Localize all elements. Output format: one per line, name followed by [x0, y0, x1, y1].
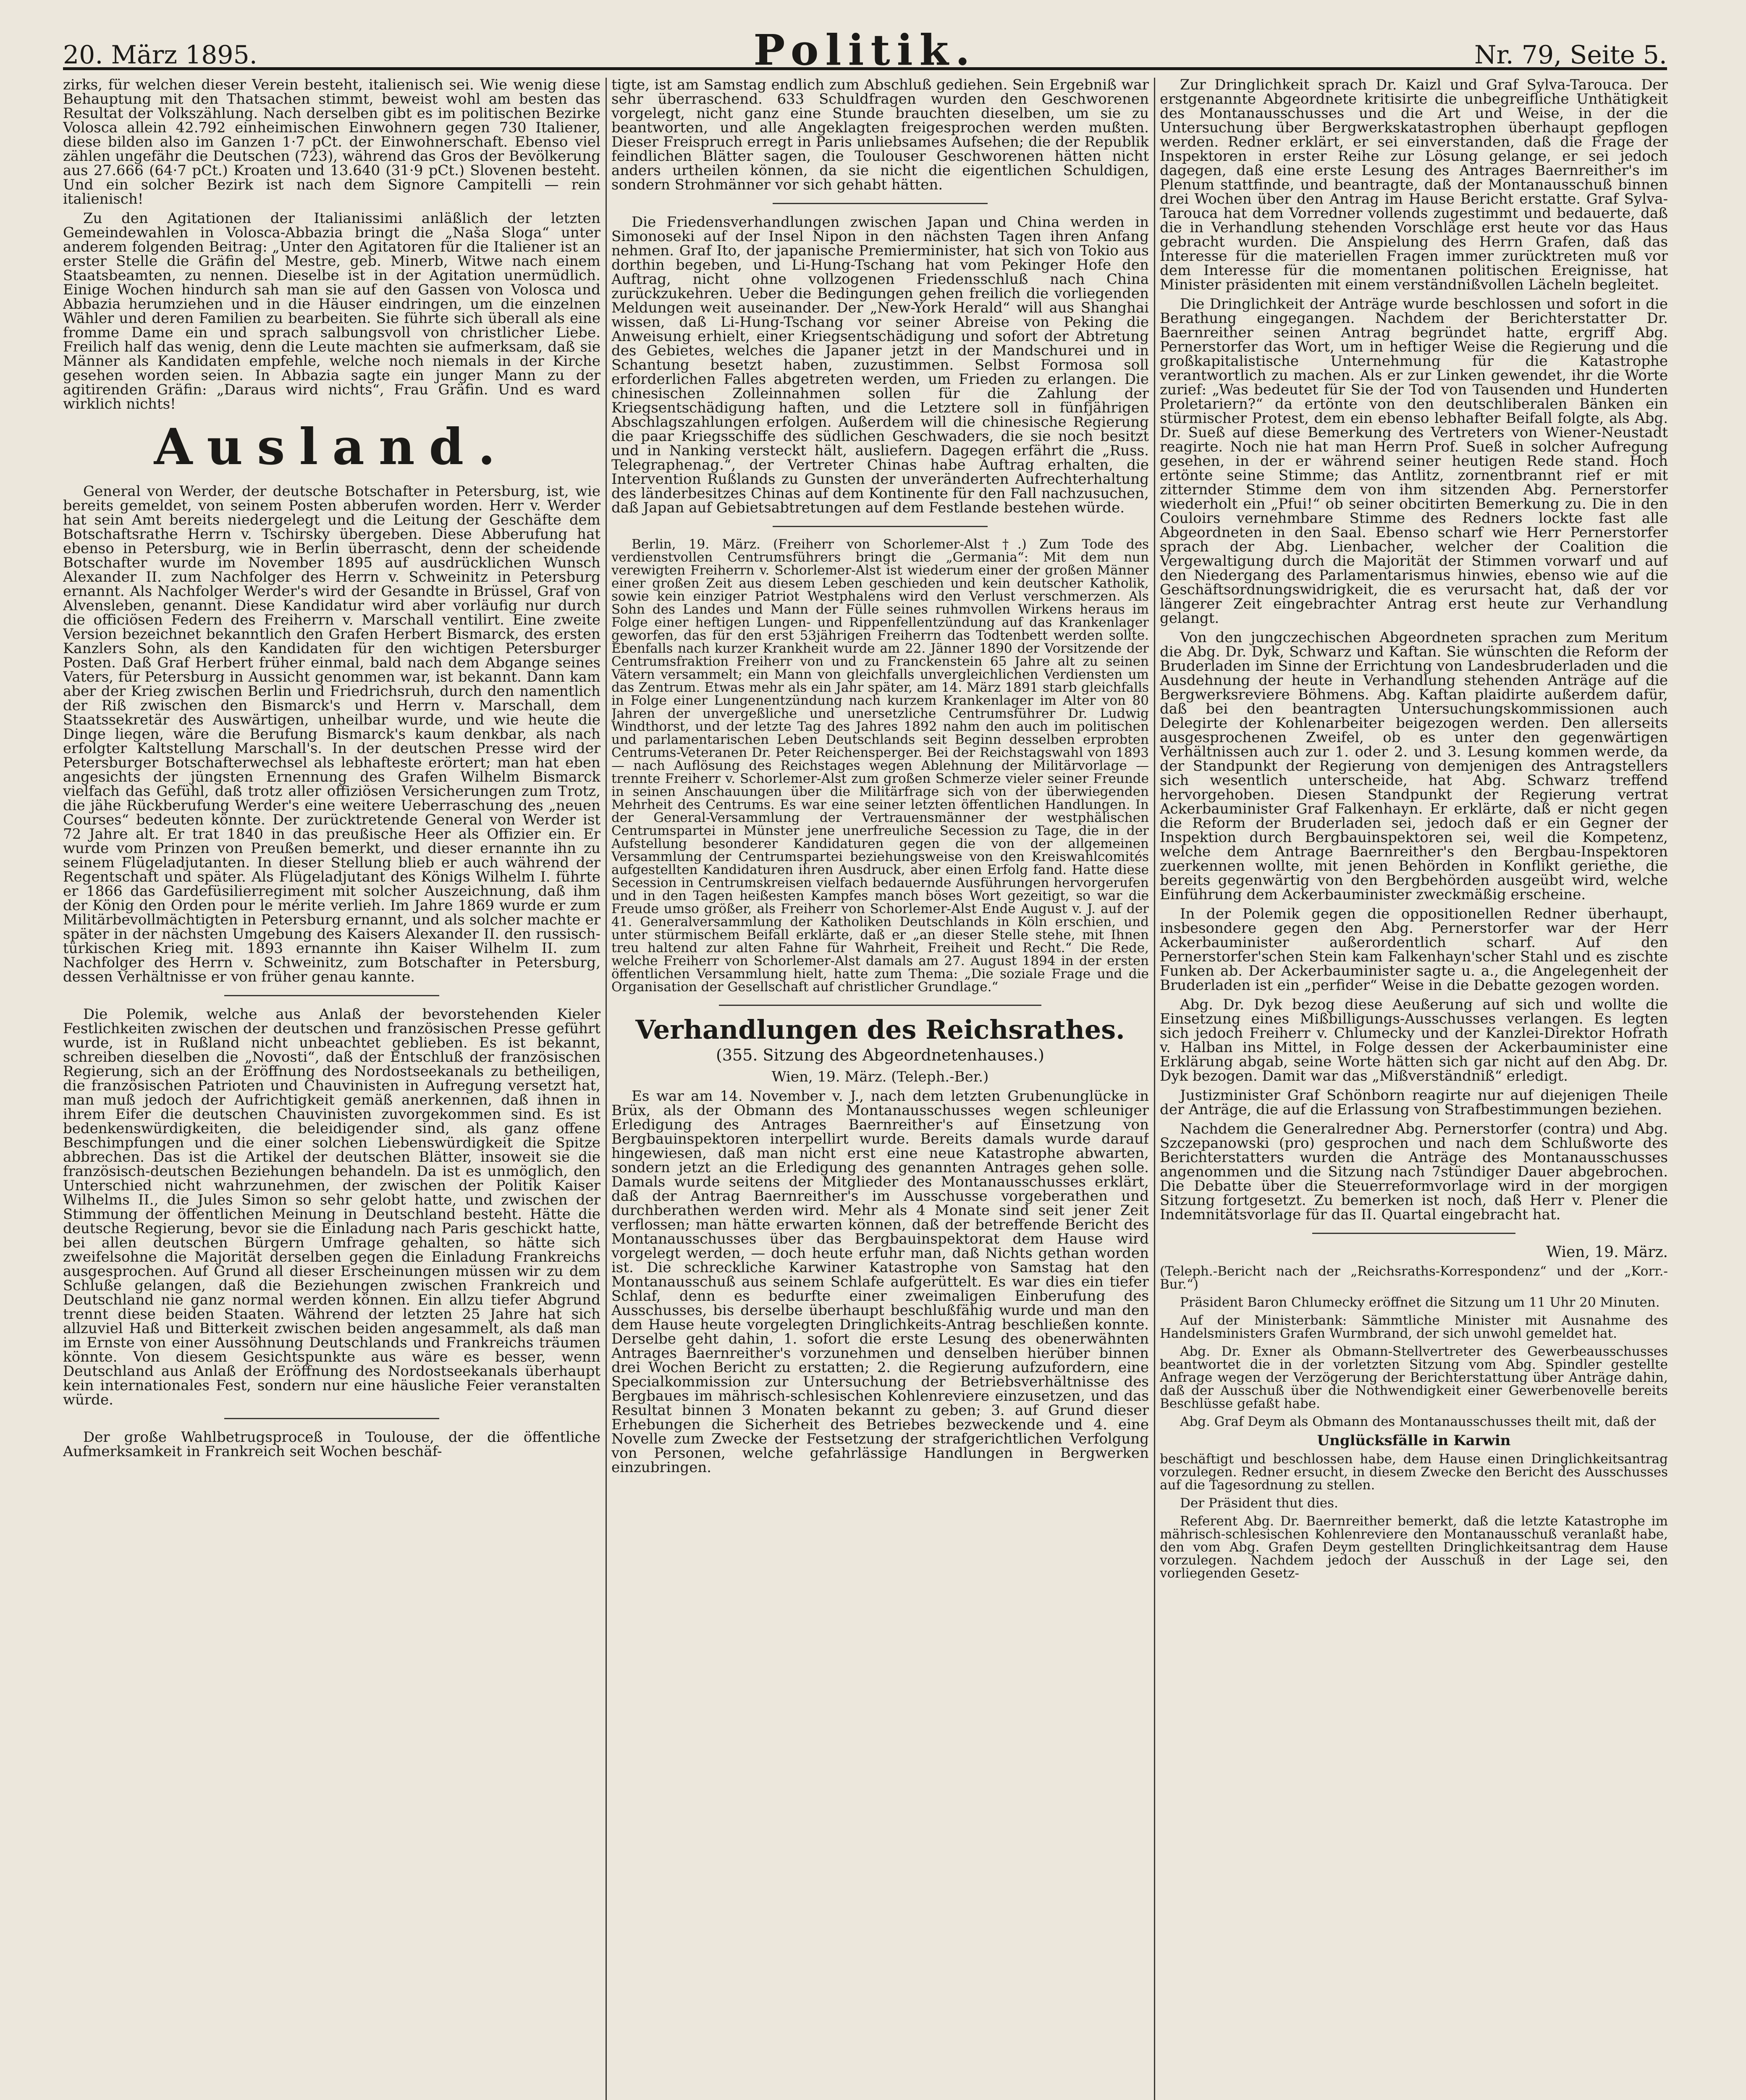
report-source-note: (Teleph.-Bericht nach der „Reichsraths-Korrespondenz“ und der „Korr.-Bur.“) — [1160, 1264, 1668, 1292]
article-paragraph: Justizminister Graf Schönborn reagirte nur auf diejenigen Theile der Anträge, die auf die Erlassung von Strafbestimmungen beziehen. — [1160, 1087, 1668, 1118]
article-paragraph: Nachdem die Generalredner Abg. Pernerstorfer (contra) und Abg. Szczepanowski (pro) gesprochen und nach dem Schlußworte des Berichterstatters wurden die Anträge des Montanausschusses angenommen und die Sitzung nach 7stündiger Dauer abgebrochen. Die Debatte über die Steuerreformvorlage wird in der morgigen Sitzung fortgesetzt. Zu bemerken ist noch, daß Herr v. Plener die Indemnitätsvorlage für das II. Quartal eingebracht hat. — [1160, 1121, 1668, 1223]
article-paragraph: Die Friedensverhandlungen zwischen Japan und China werden in Simonoseki auf der Insel Nipon in den nächsten Tagen ihren Anfang nehmen. Graf Ito, der japanische Premierminister, hat sich von Tokio aus dorthin begeben, und Li-Hung-Tschang hat vom Pekinger Hofe den Auftrag, nicht ohne vollzogenen Friedensschluß nach China zurückzukehren. Ueber die Bedingungen gehen freilich die vorliegenden Meldungen weit auseinander. Der „New-York Herald“ will aus Shanghai wissen, daß Li-Hung-Tschang vor seiner Abreise von Peking die Anweisung erhielt, einer Kriegsentschädigung und sofort der Abtretung des Gebietes, welches die Japaner jetzt in der Mandschurei und in Schantung besetzt haben, zuzustimmen. Selbst Formosa soll erforderlichen Falles abgetreten werden, um Frieden zu erlangen. Die chinesischen Zolleinnahmen sollen für die Zahlung der Kriegsentschädigung haften, und die Letztere soll in fünfjährigen Abschlagszahlungen erfolgen. Außerdem will die chinesische Regierung die paar Kriegsschiffe des südlichen Geschwaders, die sie noch besitzt und in Nanking versteckt hält, ausliefern. Dagegen erfährt die „Russ. Telegraphenag.“, der Vertreter Chinas habe Auftrag erhalten, die Intervention Rußlands zu Gunsten der unveränderten Aufrechterhaltung des länderbesitzes Chinas auf dem Kontinente für den Fall nachzusuchen, daß Japan auf Gebietsabtretungen auf dem Festlande bestehen würde. — [611, 214, 1149, 516]
column-divider — [1154, 78, 1155, 2100]
separator-rule — [719, 1005, 1041, 1006]
section-heading-reichsrath: Verhandlungen des Reichsrathes. — [635, 1014, 1125, 1045]
article-paragraph: Die Polemik, welche aus Anlaß der bevorstehenden Kieler Festlichkeiten zwischen der deutschen und französischen Presse geführt wurde, ist in Rußland nicht unbeachtet geblieben. Es ist bekannt, schreiben dieselben die „Novosti“, daß der Entschluß der französischen Regierung, sich an der Eröffnung des Nordostseekanals zu betheiligen, die französischen Patrioten und Chauvinisten in Aufregung versetzt hat, man muß jedoch der Aufrichtigkeit gemäß anerkennen, daß ihnen in ihrem Eifer die deutschen Chauvinisten zuvorgekommen sind. Es ist bedenkenswürdigkeiten, die beleidigender sind, als ganz offene Beschimpfungen und die einer solchen Liebenswürdigkeit die Spitze abbrechen. Das ist die Artikel der deutschen Blätter, insoweit sie die französisch-deutschen Beziehungen behandeln. Da ist es unmöglich, den Unterschied nicht wahrzunehmen, der zwischen der Politik Kaiser Wilhelms II., die Jules Simon so sehr gelobt hatte, und zwischen der Stimmung der öffentlichen Meinung in Deutschland besteht. Hätte die deutsche Regierung, bevor sie die Einladung nach Paris geschickt hatte, bei allen deutschen Bürgern Umfrage gehalten, so hätte sich zweifelsohne die Majorität derselben gegen die Einladung Frankreichs ausgesprochen. Auf Grund all dieser Erscheinungen müssen wir zu dem Schluße gelangen, daß die Beziehungen zwischen Frankreich und Deutschland nie ganz normal werden können. Ein allzu tiefer Abgrund trennt diese beiden Staaten. Während der letzten 25 Jahre hat sich allzuviel Haß und Bitterkeit zwischen beiden angesammelt, als daß man im Ernste von einer Aussöhnung Deutschlands und Frankreichs träumen könnte. Von diesem Gesichtspunkte aus wäre es besser, wenn Deutschland aus Anlaß der Eröffnung des Nordostseekanals überhaupt kein internationales Fest, sondern nur eine häusliche Feier veranstalten würde. — [63, 1006, 600, 1408]
separator-rule — [224, 1418, 439, 1419]
page-header — [63, 17, 1667, 75]
separator-rule — [1312, 1233, 1515, 1234]
subheading-karwin: Unglücksfälle in Karwin — [1317, 1432, 1511, 1449]
article-paragraph: Der große Wahlbetrugsproceß in Toulouse, der die öffentliche Aufmerksamkeit in Frankreich seit Wochen beschäf- — [63, 1429, 600, 1460]
article-paragraph: In der Polemik gegen die oppositionellen Redner überhaupt, insbesondere gegen den Abg. Pernerstorfer war der Herr Ackerbauminister außerordentlich scharf. Auf den Pernerstorfer'schen Stein kam Falkenhayn'scher Stahl und es zischte Funken ab. Der Ackerbauminister sagte u. a., die Angelegenheit der Bruderladen ist ein „perfider“ Weise in die Debatte gezogen worden. — [1160, 906, 1668, 994]
article-paragraph: Zu den Agitationen der Italianissimi anläßlich der letzten Gemeindewahlen in Volosca-Abbazia bringt die „Naša Sloga“ unter anderem folgenden Beitrag: „Unter den Agitatoren für die Italiener ist an erster Stelle die Gräfin del Mestre, geb. Minerb, Witwe nach einem Staatsbeamten, zu nennen. Dieselbe ist in der Agitation unermüdlich. Einige Wochen hindurch sah man sie auf den Gassen von Volosca und Abbazia herumziehen und in die Häuser eindringen, um die einzelnen Wähler und deren Familien zu bearbeiten. Sie führte sich überall als eine fromme Dame ein und sprach salbungsvoll von christlicher Liebe. Freilich half das wenig, denn die Leute machten sie aufmerksam, daß sie Männer als Kandidaten empfehle, welche noch niemals in der Kirche gesehen worden seien. In Abbazia sagte ein junger Mann zu der agitirenden Gräfin: „Daraus wird nichts“, Frau Gräfin. Und es ward wirklich nichts! — [63, 210, 600, 412]
header-date: 20. März 1895. — [63, 40, 257, 70]
article-paragraph: Von den jungczechischen Abgeordneten sprachen zum Meritum die Abg. Dr. Dyk, Schwarz und Kaftan. Sie wünschten die Reform der Bruderladen im Sinne der Errichtung von Landesbruderladen und die Ausdehnung der heute in Verhandlung stehenden Anträge auf die Bergwerksreviere Böhmens. Abg. Kaftan plaidirte außerdem dafür, daß bei den beantragten Untersuchungskommissionen auch Delegirte der Kohlenarbeiter beigezogen werden. Den allerseits ausgesprochenen Zweifel, ob es unter den gegenwärtigen Verhältnissen auch zur 1. oder 2. und 3. Lesung kommen werde, da der Standpunkt der Regierung von demjenigen des Antragstellers sich wesentlich unterscheide, hat Abg. Schwarz treffend hervorgehoben. Diesen Standpunkt der Regierung vertrat Ackerbauminister Graf Falkenhayn. Er erklärte, daß er nicht gegen die Reform der Bruderladen sei, jedoch daß er ein Gegner der Inspektion durch Bergbauinspektoren sei, weil die Kompetenz, welche dem Antrage Baernreither's den Bergbau-Inspektoren zuerkennen wollte, mit jenen Behörden in Konflikt geriethe, die bereits gegenwärtig von den Bergbehörden ausgeübt wird, welche Einführung dem Ackerbauminister zweckmäßig erscheine. — [1160, 629, 1668, 903]
article-paragraph: General von Werder, der deutsche Botschafter in Petersburg, ist, wie bereits gemeldet, von seinem Posten abberufen worden. Herr v. Werder hat sein Amt bereits niedergelegt und die Leitung der Geschäfte dem Botschaftsrathe Herrn v. Tschirsky übergeben. Diese Abberufung hat ebenso in Petersburg, wie in Berlin überrascht, denn der scheidende Botschafter wurde im November 1895 auf ausdrücklichen Wunsch Alexander II. zum Nachfolger des Herrn v. Schweinitz in Petersburg ernannt. Als Nachfolger Werder's wird der Gesandte in Brüssel, Graf von Alvensleben, genannt. Diese Kandidatur wird aber vorläufig nur durch die officiösen Federn des Freiherrn v. Marschall ventilirt. Eine zweite Version bezeichnet bekanntlich den Grafen Herbert Bismarck, des ersten Kanzlers Sohn, als den Kandidaten für den wichtigen Petersburger Posten. Daß Graf Herbert früher einmal, bald nach dem Abgange seines Vaters, für Petersburg in Aussicht genommen war, ist bekannt. Dann kam aber der Krieg zwischen Berlin und Friedrichsruh, durch den namentlich der Riß zwischen den Bismarck's und Herrn v. Marschall, dem Staatssekretär des Auswärtigen, unheilbar wurde, und wie heute die Dinge liegen, wäre die Berufung Bismarck's kaum denkbar, als nach erfolgter Kaltstellung Marschall's. In der deutschen Presse wird der Petersburger Botschafterwechsel als lebhafteste erörtert; man hat eben angesichts der jüngsten Ernennung des Grafen Wilhelm Bismarck vielfach das Gefühl, daß trotz aller offiziösen Versicherungen zum Trotz, die jähe Rückberufung Werder's eine weitere Ueberraschung des „neuen Courses“ bedeuten könnte. Der zurücktretende General von Werder ist 72 Jahre alt. Er trat 1840 in das preußische Heer als Offizier ein. Er wurde vom Prinzen von Preußen bemerkt, und dieser ernannte ihn zu seinem Flügeladjutanten. In dieser Stellung blieb er auch während der Regentschaft und später. Als Flügeladjutant des Königs Wilhelm I. führte er 1866 das Gardefüsilierregiment mit solcher Auszeichnung, daß ihm der König den Orden pour le mérite verlieh. Im Jahre 1869 wurde er zum Militärbevollmächtigten in Petersburg ernannt, und als solcher machte er später in der nächsten Umgebung des Kaisers Alexander II. den russisch-türkischen Krieg mit. 1893 ernannte ihn Kaiser Wilhelm II. zum Nachfolger des Herrn v. Schweinitz, zum Botschafter in Petersburg, dessen Verhältnisse er von früher genau kannte. — [63, 483, 600, 985]
separator-rule — [773, 526, 988, 527]
article-paragraph: Berlin, 19. März. (Freiherr von Schorlemer-Alst †.) Zum Tode des verdienstvollen Centrumsführers bringt die „Germania“: Mit dem nun verewigten Freiherrn v. Schorlemer-Alst ist wiederum einer der großen Männer einer großen Zeit aus diesem Leben geschieden und kein deutscher Katholik, sowie kein einziger Patriot Westphalens wird den Verlust verschmerzen. Als Sohn des Landes und Mann der Fülle seines ruhmvollen Wirkens heraus im Folge einer heftigen Lungen- und Rippenfellentzündung auf das Krankenlager geworfen, das für den erst 53jährigen Freiherrn das Todtenbett werden sollte. Ebenfalls nach kurzer Krankheit wurde am 22. Jänner 1890 der Vorsitzende der Centrumsfraktion Freiherr von und zu Franckenstein 65 Jahre alt zu seinen Vätern versammelt; ein Mann von gleichfalls unvergleichlichen Verdiensten um das Zentrum. Etwas mehr als ein Jahr später, am 14. März 1891 starb gleichfalls in Folge einer Lungenentzündung nach kurzem Krankenlager im Alter von 80 Jahren der unvergeßliche und unersetzliche Centrumsführer Dr. Ludwig Windthorst, und der letzte Tag des Jahres 1892 nahm den auch im politischen und parlamentarischen Leben Deutschlands seit Beginn desselben erprobten Centrums-Veteranen Dr. Peter Reichensperger. Bei der Reichstagswahl von 1893 — nach Auflösung des Reichstages wegen Ablehnung der Militärvorlage — trennte Freiherr v. Schorlemer-Alst zum großen Schmerze vieler seiner Freunde in seinen Anschauungen über die Militärfrage sich von der überwiegenden Mehrheit des Centrums. Es war eine seiner letzten öffentlichen Handlungen. In der General-Versammlung der Vertrauensmänner der westphälischen Centrumspartei in Münster jene unerfreuliche Secession zu Tage, die in der Aufstellung besonderer Kandidaturen gegen die von der allgemeinen Versammlung der Centrumspartei beziehungsweise von den Kreiswahlcomités aufgestellten Kandidaturen ihren Ausdruck, aber einen Erfolg fand. Hatte diese Secession in Centrumskreisen vielfach bedauernde Ausführungen hervorgerufen und in den Tagen heißesten Kampfes manch böses Wort gezeitigt, so war die Freude umso größer, als Freiherr von Schorlemer-Alst Ende August v. J. auf der 41. Generalversammlung der Katholiken Deutschlands in Köln erschien, und unter stürmischem Beifall erklärte, daß er „an dieser Stelle stehe, mit Ihnen treu haltend zur alten Fahne für Wahrheit, Freiheit und Recht.“ Die Rede, welche Freiherr von Schorlemer-Alst damals am 27. August 1894 in der ersten öffentlichen Versammlung hielt, hatte zum Thema: „Die soziale Frage und die Organisation der Gesellschaft auf christlicher Grundlage.“ — [611, 537, 1149, 995]
article-paragraph: zirks, für welchen dieser Verein besteht, italienisch sei. Wie wenig diese Behauptung mit den Thatsachen stimmt, beweist wohl am besten das Resultat der Volkszählung. Nach derselben gibt es im politischen Bezirke Volosca allein 42.792 einheimischen Einwohnern gegen 730 Italiener, diese bilden also im Ganzen 1·7 pCt. der Einwohnerschaft. Ebenso viel zählen ungefähr die Deutschen (723), während das Gros der Bevölkerung aus 27.666 (64·7 pCt.) Kroaten und 13.640 (31·9 pCt.) Slovenen besteht. Und ein solcher Bezirk ist nach dem Signore Campitelli — rein italienisch! — [63, 78, 600, 207]
column-divider — [606, 78, 607, 2100]
separator-rule — [773, 203, 988, 204]
column-3 — [1160, 78, 1668, 2100]
column-2 — [611, 78, 1149, 2100]
article-paragraph: Abg. Dr. Exner als Obmann-Stellvertreter des Gewerbeausschusses beantwortet die in der vorletzten Sitzung vom Abg. Spindler gestellte Anfrage wegen der Verzögerung der Berichterstattung über Anträge dahin, daß der Ausschuß über die Nothwendigkeit einer Gewerbenovelle bereits Beschlüsse gefaßt habe. — [1160, 1344, 1668, 1411]
article-paragraph: Referent Abg. Dr. Baernreither bemerkt, daß die letzte Katastrophe im mährisch-schlesischen Kohlenreviere den Montanausschuß veranlaßt habe, den vom Abg. Grafen Deym gestellten Dringlichkeitsantrag dem Hause vorzulegen. Nachdem jedoch der Ausschuß in der Lage sei, den vorliegenden Gesetz- — [1160, 1514, 1668, 1581]
dateline: Wien, 19. März. (Teleph.-Ber.) — [771, 1068, 989, 1085]
article-paragraph: Abg. Dr. Dyk bezog diese Aeußerung auf sich und wollte die Einsetzung eines Mißbilligungs-Ausschusses verlangen. Es legten sich jedoch Freiherr v. Chlumecky und der Kanzlei-Direktor Hofrath v. Halban ins Mittel, in Folge dessen der Ackerbauminister eine Erklärung abgab, seine Worte hätten sich gar nicht auf den Abg. Dr. Dyk bezogen. Damit war das „Mißverständniß“ erledigt. — [1160, 996, 1668, 1084]
article-paragraph: Präsident Baron Chlumecky eröffnet die Sitzung um 11 Uhr 20 Minuten. — [1180, 1295, 1660, 1310]
article-paragraph: Der Präsident thut dies. — [1180, 1496, 1338, 1511]
article-paragraph: tigte, ist am Samstag endlich zum Abschluß gediehen. Sein Ergebniß war sehr überraschend. 633 Schuldfragen wurden den Geschworenen vorgelegt, nicht ganz eine Stunde brauchten dieselben, um sie zu beantworten, und alle Angeklagten freigesprochen werden mußten. Dieser Freispruch erregt in Paris unliebsames Aufsehen; die der Republik feindlichen Blätter sagen, die Toulouser Geschworenen hätten nicht anders urtheilen können, da sie nicht die eigentlichen Schuldigen, sondern Strohmänner vor sich gehabt hätten. — [611, 78, 1149, 193]
dateline: Wien, 19. März. — [1546, 1244, 1668, 1261]
section-subheading: (355. Sitzung des Abgeordnetenhauses.) — [716, 1046, 1044, 1064]
article-paragraph: Auf der Ministerbank: Sämmtliche Minister mit Ausnahme des Handelsministers Grafen Wurmbrand, der sich unwohl gemeldet hat. — [1160, 1313, 1668, 1341]
section-heading-ausland: Ausland. — [154, 417, 510, 476]
header-section-title: Politik. — [753, 25, 977, 75]
article-paragraph: Die Dringlichkeit der Anträge wurde beschlossen und sofort in die Berathung eingegangen. Nachdem der Berichterstatter Dr. Baernreither seinen Antrag begründet hatte, ergriff Abg. Pernerstorfer das Wort, um in heftiger Weise die Regierung und die großkapitalistische Unternehmung für die Katastrophe verantwortlich zu machen. Als er zur Linken gewendet, ihr die Worte zurief: „Was bedeutet für Sie der Tod von Tausenden und Hunderten Proletariern?“ da ertönte von den deutschliberalen Bänken ein stürmischer Protest, dem ein ebenso lebhafter Beifall folgte, als Abg. Dr. Sueß auf diese Bemerkung des Vertreters von Wiener-Neustadt reagirte. Noch nie hat man Herrn Prof. Sueß in solcher Aufregung gesehen, in der er während seiner heutigen Rede stand. Hoch ertönte seine Stimme; das Antlitz, zornentbrannt rief er mit zitternder Stimme dem von ihm sitzenden Abg. Pernerstorfer wiederholt ein „Pfui!“ ob seiner obcitirten Bemerkung zu. Die in den Couloirs vernehmbare Stimme des Redners lockte fast alle Abgeordneten in den Saal. Ebenso scharf wie Herr Pernerstorfer sprach der Abg. Lienbacher, welcher der Coalition die Vergewaltigung durch die Majorität der Stimmen vorwarf und auf den Niedergang des Parlamentarismus hinwies, ebenso wie auf die Geschäftsordnungswidrigkeit, die es verursacht hat, daß der vor längerer Zeit eingebrachter Antrag erst heute zur Verhandlung gelangt. — [1160, 296, 1668, 627]
article-paragraph: Abg. Graf Deym als Obmann des Montanausschusses theilt mit, daß der — [1180, 1414, 1656, 1429]
article-paragraph: beschäftigt und beschlossen habe, dem Hause einen Dringlichkeitsantrag vorzulegen. Redner ersucht, in diesem Zwecke den Bericht des Ausschusses auf die Tagesordnung zu stellen. — [1160, 1452, 1668, 1493]
article-paragraph: Zur Dringlichkeit sprach Dr. Kaizl und Graf Sylva-Tarouca. Der erstgenannte Abgeordnete kritisirte die unbegreifliche Unthätigkeit des Montanausschusses und die Art und Weise, in der die Untersuchung über Bergwerkskatastrophen überhaupt gepflogen werden. Redner erklärt, er sei einverstanden, daß die Frage der Inspektoren in erster Reihe zur Lösung gelange, er sei jedoch dagegen, daß eine erste Lesung des Antrages Baernreither's im Plenum stattfinde, und beantragte, daß der Montanausschuß binnen drei Wochen über den Antrag im Hause Bericht erstatte. Graf Sylva-Tarouca hat dem Vorredner vollends zugestimmt und bedauerte, daß die in Verhandlung stehenden Vorschläge erst heute vor das Haus gebracht wurden. Die Anspielung des Herrn Grafen, daß das Interesse für die materiellen Fragen immer zurücktreten muß vor dem Interesse für die momentanen politischen Ereignisse, hat Minister präsidenten mit einem verständnißvollen Lächeln begleitet. — [1160, 78, 1668, 293]
article-paragraph: Es war am 14. November v. J., nach dem letzten Grubenunglücke in Brüx, als der Obmann des Montanausschusses wegen schleuniger Erledigung des Antrages Baernreither's auf Einsetzung von Bergbauinspektoren interpellirt wurde. Bereits damals wurde darauf hingewiesen, daß man nicht erst eine neue Katastrophe abwarten, sondern jetzt an die Erledigung des genannten Antrages gehen solle. Damals wurde seitens der Mitglieder des Montanausschusses erklärt, daß der Antrag Baernreither's im Ausschusse vorgeberathen und durchberathen werden wird. Mehr als 4 Monate sind seit jener Zeit verflossen; man hätte erwarten können, daß der betreffende Bericht des Montanausschusses über das Bergbauinspektorat dem Hause wird vorgelegt werden, — doch heute erfuhr man, daß Nichts gethan worden ist. Die schreckliche Karwiner Katastrophe von Samstag hat den Montanausschuß aus seinem Schlafe aufgerüttelt. Es war dies ein tiefer Schlaf, denn es bedurfte einer zweimaligen Einberufung des Ausschusses, bis derselbe überhaupt beschlußfähig wurde und man den dem Hause heute vorgelegten Dringlichkeits-Antrag beschließen konnte. Derselbe geht dahin, 1. sofort die erste Lesung des obenerwähnten Antrages Baernreither's vorzunehmen und denselben hierüber binnen drei Wochen Bericht zu erstatten; 2. die Regierung aufzufordern, eine Specialkommission zur Untersuchung der Betriebsverhältnisse des Bergbaues im mährisch-schlesischen Kohlenreviere einzusetzen, und das Resultat binnen 3 Monaten bekannt zu geben; 3. auf Grund dieser Erhebungen die Sicherheit des Betriebes bezweckende und 4. eine Novelle zum Zwecke der Festsetzung der strafgerichtlichen Verfolgung von Personen, welche gefahrlässige Handlungen in Bergwerken einzubringen. — [611, 1088, 1149, 1476]
separator-rule — [224, 995, 439, 996]
column-1 — [63, 78, 600, 2100]
header-issue-page: Nr. 79, Seite 5. — [1474, 40, 1667, 70]
